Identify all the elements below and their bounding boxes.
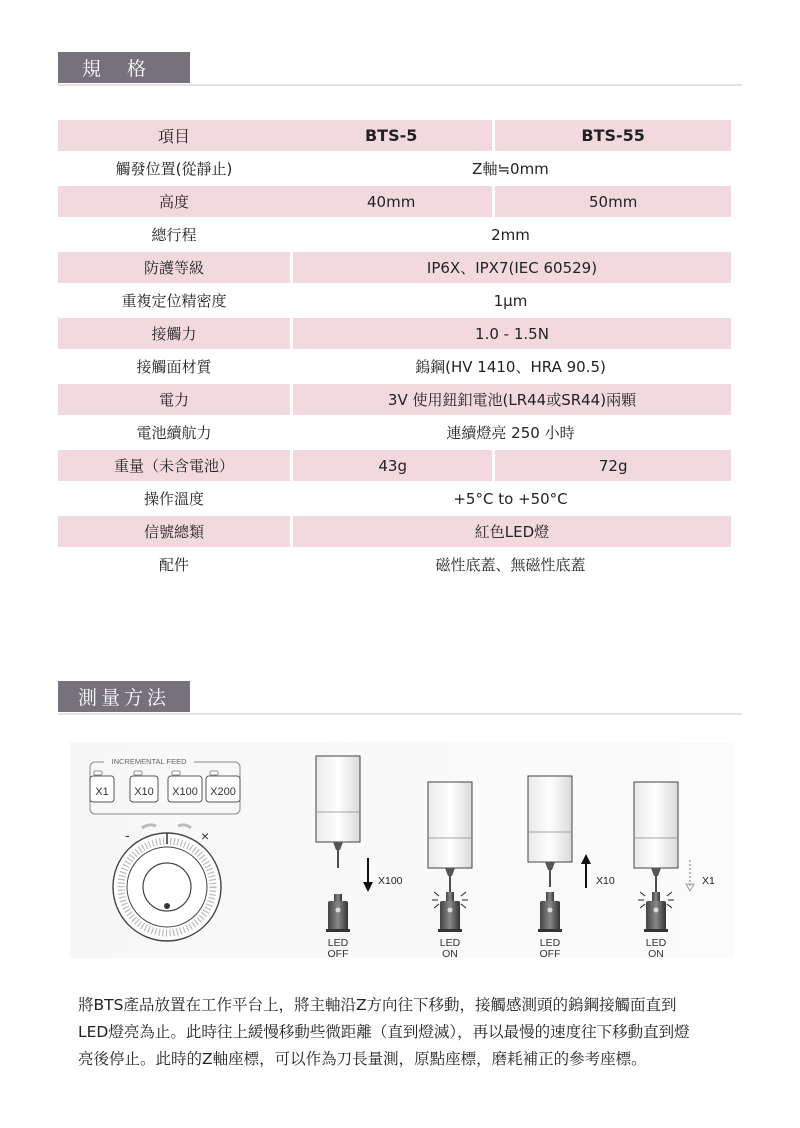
handwheel-dial[interactable] <box>113 833 221 941</box>
row-value: +5°C to +50°C <box>453 489 568 508</box>
spindle <box>428 782 472 868</box>
table-row <box>58 219 731 250</box>
row-value: 磁性底蓋、無磁性底蓋 <box>435 556 586 574</box>
row-value: Z軸≒0mm <box>472 160 549 178</box>
feed-button-x100[interactable] <box>168 771 202 802</box>
feed-button-label: X1 <box>95 786 109 798</box>
table-row <box>58 186 731 217</box>
row-label: 高度 <box>58 186 290 217</box>
led-state: ON <box>648 948 664 958</box>
feed-button-label: X100 <box>172 786 198 798</box>
led-state: OFF <box>539 948 561 958</box>
table-row <box>58 516 731 547</box>
table-row <box>58 285 731 316</box>
row-label: 配件 <box>158 556 189 574</box>
feed-button-x10[interactable] <box>130 771 158 802</box>
row-value: 3V 使用鈕釦電池(LR44或SR44)兩顆 <box>290 384 731 415</box>
row-value: IP6X、IPX7(IEC 60529) <box>290 252 731 283</box>
feed-button-x200[interactable] <box>206 771 240 802</box>
spec-section-divider <box>58 84 742 86</box>
feed-label: INCREMENTAL FEED <box>111 757 187 766</box>
led-state: ON <box>442 948 458 958</box>
arrow-label: X10 <box>596 875 615 887</box>
row-value-a: 43g <box>290 450 495 481</box>
arrow-label: X100 <box>378 875 403 887</box>
row-value-b: 72g <box>495 450 731 481</box>
row-label: 觸發位置(從靜止) <box>115 160 233 178</box>
table-row <box>58 351 731 382</box>
method-section-divider <box>58 713 742 715</box>
feed-button-x1[interactable] <box>90 771 114 802</box>
led-label: LED <box>645 937 667 949</box>
method-description <box>78 992 742 1073</box>
table-header-row <box>58 120 731 151</box>
row-value: 鎢鋼(HV 1410、HRA 90.5) <box>415 358 606 376</box>
spindle <box>316 756 360 842</box>
arrow-label: X1 <box>702 875 715 887</box>
row-label: 接觸面材質 <box>136 358 212 376</box>
plus-sign: × <box>201 828 210 844</box>
spindle <box>634 782 678 868</box>
row-label: 重複定位精密度 <box>121 292 227 310</box>
row-value: 1.0 - 1.5N <box>290 318 731 349</box>
row-value-b: 50mm <box>495 186 731 217</box>
description-line: LED燈亮為止。此時往上緩慢移動些微距離（直到燈滅），再以最慢的速度往下移動直到燈 <box>78 1023 690 1041</box>
row-label: 總行程 <box>151 226 197 244</box>
row-value: 2mm <box>491 225 530 244</box>
table-row <box>58 483 731 514</box>
led-state: OFF <box>327 948 349 958</box>
row-label: 電池續航力 <box>136 424 212 442</box>
led-label: LED <box>439 937 461 949</box>
table-row <box>58 417 731 448</box>
spec-section-title: 規 格 <box>58 52 190 83</box>
table-row <box>58 318 731 349</box>
row-label: 操作溫度 <box>143 490 204 508</box>
spec-table <box>58 118 731 582</box>
header-item: 項目 <box>58 120 290 151</box>
header-model-a: BTS-5 <box>290 120 495 151</box>
row-label: 防護等級 <box>58 252 290 283</box>
table-row <box>58 450 731 481</box>
led-label: LED <box>327 937 349 949</box>
row-label: 電力 <box>58 384 290 415</box>
led-label: LED <box>539 937 561 949</box>
header-model-b: BTS-55 <box>495 120 731 151</box>
measurement-diagram <box>70 742 734 958</box>
method-section-title: 測量方法 <box>58 681 190 712</box>
table-row <box>58 252 731 283</box>
row-label: 重量（未含電池） <box>58 450 290 481</box>
feed-button-label: X10 <box>134 786 154 798</box>
table-row <box>58 549 731 580</box>
description-line: 亮後停止。此時的Z軸座標，可以作為刀長量測，原點座標，磨耗補正的參考座標。 <box>78 1050 647 1068</box>
table-row <box>58 153 731 184</box>
row-label: 信號總類 <box>58 516 290 547</box>
row-value: 連續燈亮 250 小時 <box>446 424 575 442</box>
spindle <box>528 776 572 862</box>
description-line: 將BTS產品放置在工作平台上，將主軸沿Z方向往下移動，接觸感測頭的鎢鋼接觸面直到 <box>78 996 677 1014</box>
row-value-a: 40mm <box>290 186 495 217</box>
row-label: 接觸力 <box>58 318 290 349</box>
feed-button-label: X200 <box>210 786 236 798</box>
table-row <box>58 384 731 415</box>
row-value: 1μm <box>493 291 528 310</box>
minus-sign: - <box>125 827 130 843</box>
row-value: 紅色LED燈 <box>290 516 731 547</box>
